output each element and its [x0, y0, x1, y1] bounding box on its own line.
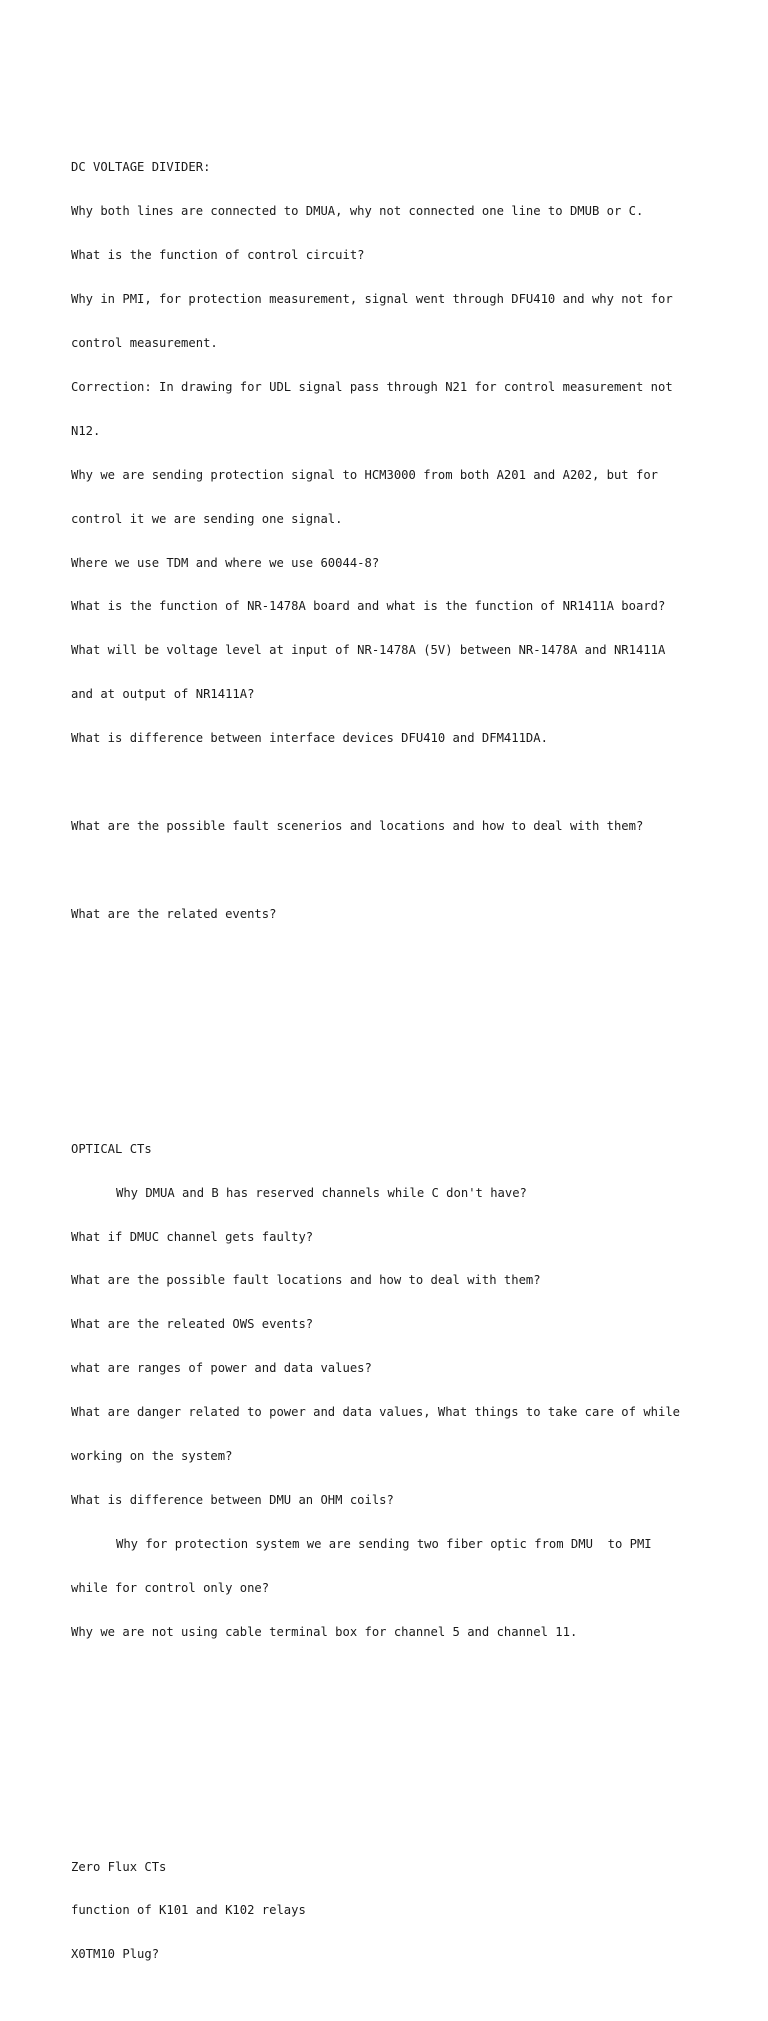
text-line: What are the possible fault scenerios and locations and how to deal with them?: [71, 819, 644, 834]
text-line: Why both lines are connected to DMUA, why not connected one line to DMUB or C.: [71, 203, 644, 218]
section-dc-voltage-divider: [71, 131, 731, 951]
text-line: control measurement.: [71, 335, 218, 350]
blank-line: [71, 775, 731, 790]
text-line: while for control only one?: [71, 1581, 270, 1596]
section-heading: Zero Flux CTs: [71, 1859, 167, 1874]
section-zero-flux-cts: [71, 1830, 731, 1991]
text-line: Where we use TDM and where we use 60044-8?: [71, 555, 380, 570]
text-line: Why for protection system we are sending two fiber optic from DMU to PMI: [116, 1537, 652, 1552]
section-heading: DC VOLTAGE DIVIDER:: [71, 159, 211, 174]
text-line: What is the function of NR-1478A board and what is the function of NR1411A board?: [71, 599, 666, 614]
text-line: Correction: In drawing for UDL signal pass through N21 for control measurement not: [71, 379, 673, 394]
text-line: and at output of NR1411A?: [71, 687, 255, 702]
text-line: working on the system?: [71, 1449, 233, 1464]
text-line: What are the related events?: [71, 907, 277, 922]
blank-line: [71, 863, 731, 878]
text-line: What are the possible fault locations and how to deal with them?: [71, 1273, 541, 1288]
spacer: [71, 1039, 731, 1054]
section-heading: OPTICAL CTs: [71, 1141, 152, 1156]
text-line: What is difference between DMU an OHM coils?: [71, 1493, 394, 1508]
text-line: What will be voltage level at input of NR-1478A (5V) between NR-1478A and NR1411A: [71, 643, 666, 658]
text-line: Why in PMI, for protection measurement, signal went through DFU410 and why not for: [71, 291, 673, 306]
text-line: function of K101 and K102 relays: [71, 1903, 306, 1918]
spacer: [71, 1757, 731, 1772]
spacer: [71, 1713, 731, 1728]
text-line: What is difference between interface devices DFU410 and DFM411DA.: [71, 731, 548, 746]
text-line: what are ranges of power and data values?: [71, 1361, 372, 1376]
text-line: control it we are sending one signal.: [71, 511, 343, 526]
text-line: What are the releated OWS events?: [71, 1317, 314, 1332]
section-optical-cts: [71, 1112, 731, 1669]
document-page: [71, 72, 731, 2021]
text-line: What are danger related to power and data values, What things to take care of while: [71, 1405, 681, 1420]
text-line: Why we are sending protection signal to HCM3000 from both A201 and A202, but for: [71, 467, 658, 482]
text-line: What is the function of control circuit?: [71, 247, 365, 262]
text-line: Why we are not using cable terminal box for channel 5 and channel 11.: [71, 1625, 578, 1640]
spacer: [71, 995, 731, 1010]
text-line: X0TM10 Plug?: [71, 1947, 160, 1962]
text-line: N12.: [71, 423, 101, 438]
text-line: What if DMUC channel gets faulty?: [71, 1229, 314, 1244]
text-line: Why DMUA and B has reserved channels while C don't have?: [116, 1185, 527, 1200]
